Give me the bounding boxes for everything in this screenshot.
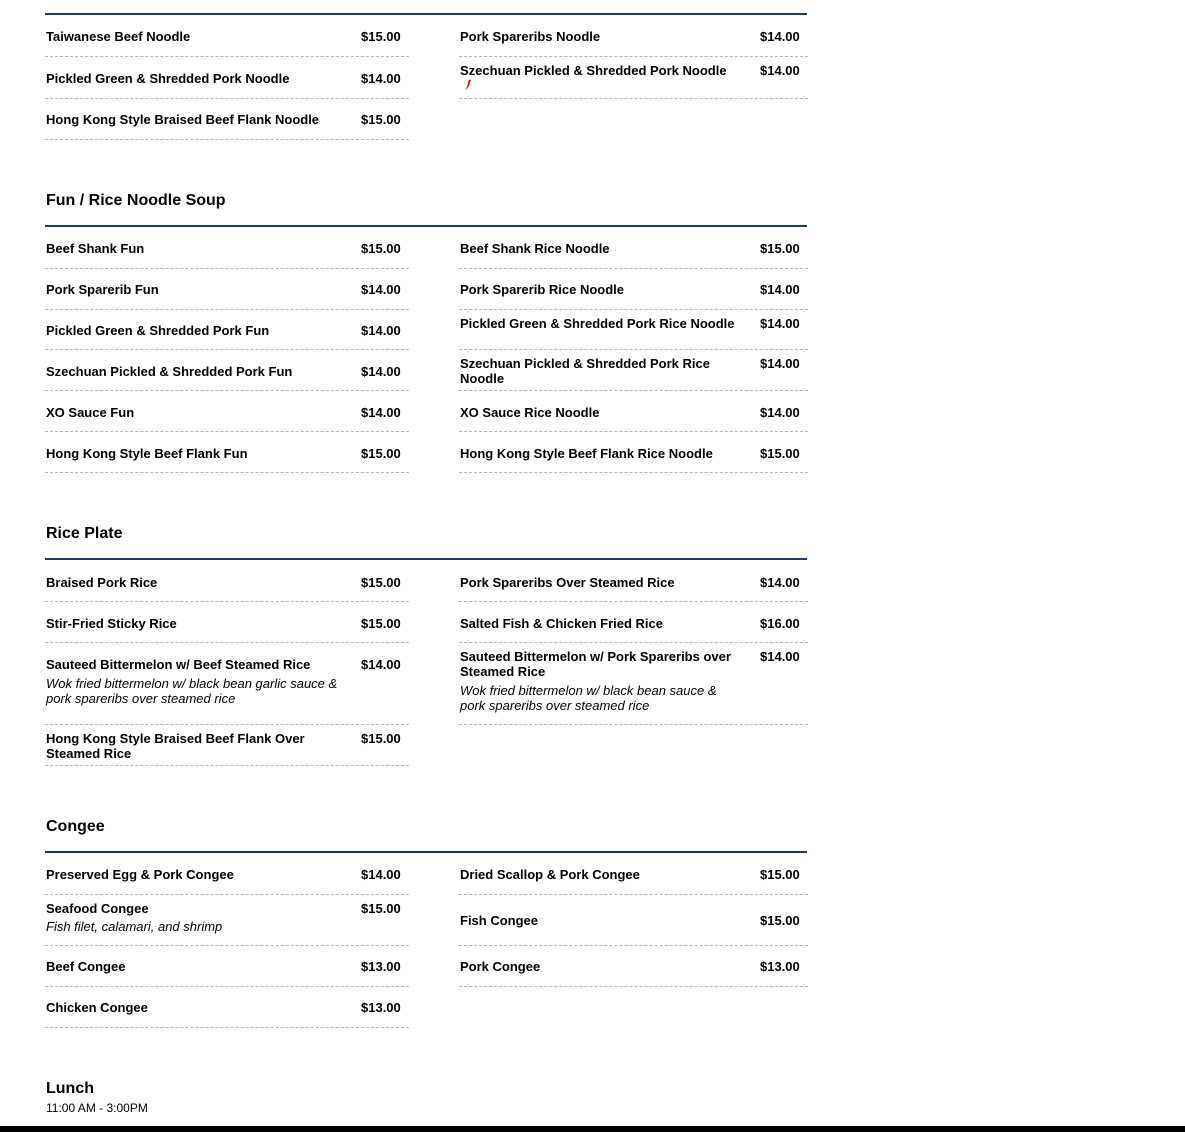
menu-item[interactable]: [459, 858, 808, 895]
item-price: $14.00: [760, 29, 800, 44]
item-price: $14.00: [361, 71, 401, 86]
item-name: Chicken Congee: [46, 1000, 148, 1015]
section-rule: [45, 225, 807, 227]
item-price: $15.00: [361, 731, 401, 746]
item-name: Pork Spareribs Noodle: [460, 29, 601, 44]
item-price: $13.00: [760, 959, 800, 974]
menu-item[interactable]: [459, 566, 808, 602]
item-name: Stir-Fried Sticky Rice: [46, 616, 177, 631]
section-title: Fun / Rice Noodle Soup: [46, 192, 226, 209]
item-description: Wok fried bittermelon w/ black bean sauce & pork spareribs over steamed rice: [460, 683, 717, 713]
menu-item[interactable]: [45, 566, 409, 602]
item-name: Hong Kong Style Braised Beef Flank Over Steamed Rice: [46, 731, 305, 761]
item-name: Braised Pork Rice: [46, 575, 158, 590]
item-name: Dried Scallop & Pork Congee: [460, 867, 640, 882]
section-rule: [45, 13, 807, 15]
menu-item[interactable]: [45, 269, 409, 310]
item-name: Fish Congee: [460, 913, 539, 928]
item-name: Pork Sparerib Fun: [46, 282, 159, 297]
lunch-hours: 11:00 AM - 3:00PM: [46, 1101, 148, 1115]
menu-item[interactable]: [45, 643, 409, 725]
menu-item[interactable]: [45, 602, 409, 643]
item-name: Preserved Egg & Pork Congee: [46, 867, 234, 882]
section-rule: [45, 558, 807, 560]
item-price: $15.00: [361, 575, 401, 590]
item-price: $15.00: [361, 901, 401, 916]
item-name: Szechuan Pickled & Shredded Pork Rice Noodle: [460, 356, 710, 386]
item-name: Seafood Congee: [46, 901, 149, 916]
item-price: $15.00: [361, 616, 401, 631]
section-title: Congee: [46, 818, 105, 835]
item-price: $16.00: [760, 616, 800, 631]
item-name: XO Sauce Fun: [46, 405, 135, 420]
item-price: $15.00: [361, 446, 401, 461]
menu-item[interactable]: [459, 602, 808, 643]
item-name: Beef Shank Fun: [46, 241, 145, 256]
item-price: $13.00: [361, 959, 401, 974]
item-name: Pork Spareribs Over Steamed Rice: [460, 575, 675, 590]
item-name: Pickled Green & Shredded Pork Rice Noodle: [460, 316, 735, 331]
item-price: $15.00: [361, 241, 401, 256]
item-name: Salted Fish & Chicken Fried Rice: [460, 616, 663, 631]
menu-item[interactable]: [45, 20, 409, 57]
menu-item[interactable]: [45, 57, 409, 99]
item-price: $14.00: [361, 657, 401, 672]
item-price: $14.00: [361, 364, 401, 379]
menu-item[interactable]: [459, 232, 808, 269]
menu-item[interactable]: [45, 725, 409, 766]
item-price: $14.00: [361, 323, 401, 338]
item-name: Hong Kong Style Beef Flank Rice Noodle: [460, 446, 713, 461]
menu-item[interactable]: [45, 987, 409, 1028]
item-price: $14.00: [760, 316, 800, 331]
menu-item[interactable]: [45, 232, 409, 269]
item-name: Beef Shank Rice Noodle: [460, 241, 610, 256]
menu-item[interactable]: [459, 269, 808, 310]
item-description: Wok fried bittermelon w/ black bean garlic sauce & pork spareribs over steamed rice: [46, 676, 338, 706]
item-name: Beef Congee: [46, 959, 126, 974]
item-name: Taiwanese Beef Noodle: [46, 29, 191, 44]
section-title: Rice Plate: [46, 525, 123, 542]
menu-item[interactable]: [459, 643, 808, 725]
item-name: Szechuan Pickled & Shredded Pork Noodle: [460, 63, 727, 78]
item-price: $14.00: [361, 282, 401, 297]
item-price: $15.00: [760, 867, 800, 882]
item-price: $15.00: [361, 29, 401, 44]
item-price: $14.00: [760, 282, 800, 297]
menu-item[interactable]: [45, 391, 409, 432]
menu-item[interactable]: [459, 391, 808, 432]
item-price: $14.00: [361, 867, 401, 882]
menu-item[interactable]: [459, 57, 808, 99]
item-name: Szechuan Pickled & Shredded Pork Fun: [46, 364, 293, 379]
item-price: $15.00: [361, 112, 401, 127]
item-price: $14.00: [760, 649, 800, 664]
item-name: Hong Kong Style Braised Beef Flank Noodle: [46, 112, 320, 127]
item-name: Sauteed Bittermelon w/ Pork Spareribs over Steamed Rice: [460, 649, 731, 679]
section-rule: [45, 851, 807, 853]
item-price: $14.00: [760, 63, 800, 78]
item-name: Pork Congee: [460, 959, 541, 974]
menu-item[interactable]: [459, 310, 808, 350]
item-price: $15.00: [760, 241, 800, 256]
menu-item[interactable]: [459, 20, 808, 57]
item-name: Hong Kong Style Beef Flank Fun: [46, 446, 248, 461]
menu-item[interactable]: [45, 350, 409, 391]
item-price: $15.00: [760, 446, 800, 461]
item-price: $14.00: [760, 356, 800, 371]
menu-item[interactable]: [45, 946, 409, 987]
menu-item[interactable]: [45, 310, 409, 350]
menu-item[interactable]: [459, 350, 808, 391]
item-description: Fish filet, calamari, and shrimp: [46, 919, 223, 934]
menu-item[interactable]: [45, 432, 409, 473]
item-name: Pork Sparerib Rice Noodle: [460, 282, 624, 297]
item-name: Sauteed Bittermelon w/ Beef Steamed Rice: [46, 657, 311, 672]
menu-item[interactable]: [459, 946, 808, 987]
item-name: XO Sauce Rice Noodle: [460, 405, 600, 420]
item-name: Pickled Green & Shredded Pork Noodle: [46, 71, 290, 86]
menu-item[interactable]: [45, 858, 409, 895]
item-price: $14.00: [760, 405, 800, 420]
item-price: $13.00: [361, 1000, 401, 1015]
item-price: $14.00: [760, 575, 800, 590]
menu-item[interactable]: [459, 895, 808, 946]
item-price: $15.00: [760, 913, 800, 928]
bottom-bar: [0, 1126, 1185, 1132]
item-price: $14.00: [361, 405, 401, 420]
menu-item[interactable]: [45, 99, 409, 140]
menu-item[interactable]: [459, 432, 808, 473]
lunch-title: Lunch: [46, 1080, 94, 1097]
chili-pepper-icon: [464, 79, 472, 91]
item-name: Pickled Green & Shredded Pork Fun: [46, 323, 270, 338]
menu-item[interactable]: [45, 895, 409, 946]
